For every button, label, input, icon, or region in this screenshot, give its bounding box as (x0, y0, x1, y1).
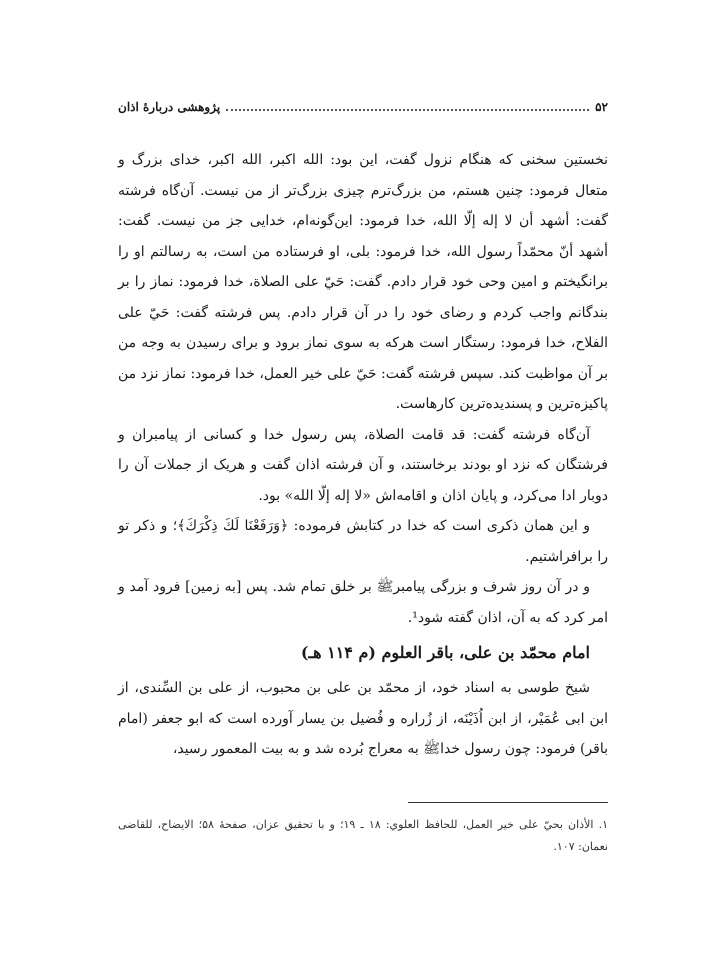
footnote: ۱. الأذان بحيّ على خير العمل، للحافظ العلوي: ۱۸ ـ ۱۹؛ و با تحقيق عزان، صفحهٔ ۵۸؛ الايضاح، للقاضی نعمان: ۱۰۷. (118, 818, 608, 853)
paragraph: شیخ طوسی به اسناد خود، از محمّد بن علی بن محبوب، از علی بن السِّندی، از ابن ابی عُمَیْر، از ابن اُذَیْنَه، از زُراره و فُضیل بن یسار آورده است که ابو جعفر (امام باقر) فرمود: چون رسول خداﷺ به معراج بُرده شد و به بیت المعمور رسید، (118, 680, 608, 757)
paragraph: و این همان ذکری است که خدا در کتابش فرموده: ﴿وَرَفَعْنَا لَكَ ذِكْرَكَ﴾؛ و ذکر تو را برافراشتیم. (118, 518, 608, 565)
running-title: پژوهشی دربارۀ اذان (118, 100, 221, 114)
footnote-divider (408, 802, 608, 803)
running-header (118, 97, 608, 117)
section-heading: امام محمّد بن علی، باقر العلوم (م ۱۱۴ هـ) (300, 643, 590, 662)
page-number: ۵۲ (595, 100, 608, 114)
paragraph: و در آن روز شرف و بزرگی پیامبرﷺ بر خلق تمام شد. پس [به زمین] فرود آمد و امر کرد که به آن، اذان گفته شود¹. (118, 579, 608, 626)
paragraph: آن‌گاه فرشته گفت: قد قامت الصلاة، پس رسول خدا و کسانی از پیامبران و فرشتگان که نزد او بودند برخاستند، و آن فرشته اذان گفت و هریک از جملات آن را دوبار ادا می‌کرد، و پایان اذان و اقامه‌اش «لا إله إلّا الله» بود. (118, 426, 608, 504)
dot-leader (226, 109, 589, 111)
paragraph: نخستین سخنی که هنگام نزول گفت، این بود: الله اکبر، الله اکبر، خدای بزرگ و متعال فرمود: چنین هستم، من بزرگ‌ترم چیزی بزرگ‌تر از من نیست. آن‌گاه فرشته گفت: أشهد أن لا إله إلّا الله، خدا فرمود: این‌گونه‌ام، خدایی جز من نیست. گفت: أشهد أنّ محمّداً رسول الله، خدا فرمود: بلی، او فرستاده من است، به رسالتم او را برانگیختم و امین وحی خود قرار دادم. گفت: حَيّ على الصلاة، خدا فرمود: نماز را بر بندگانم واجب کردم و رضای خود را در آن قرار دادم. پس فرشته گفت: حَيّ على الفلاح، خدا فرمود: رستگار است هرکه به سوی نماز برود و برای رسیدن به وجه من بر آن مواظبت کند. سپس فرشته گفت: حَيّ على خير العمل، خدا فرمود: نماز نزد من پاکیزه‌ترین و پسندیده‌ترین کارهاست. (118, 152, 608, 412)
body-text (118, 145, 608, 765)
